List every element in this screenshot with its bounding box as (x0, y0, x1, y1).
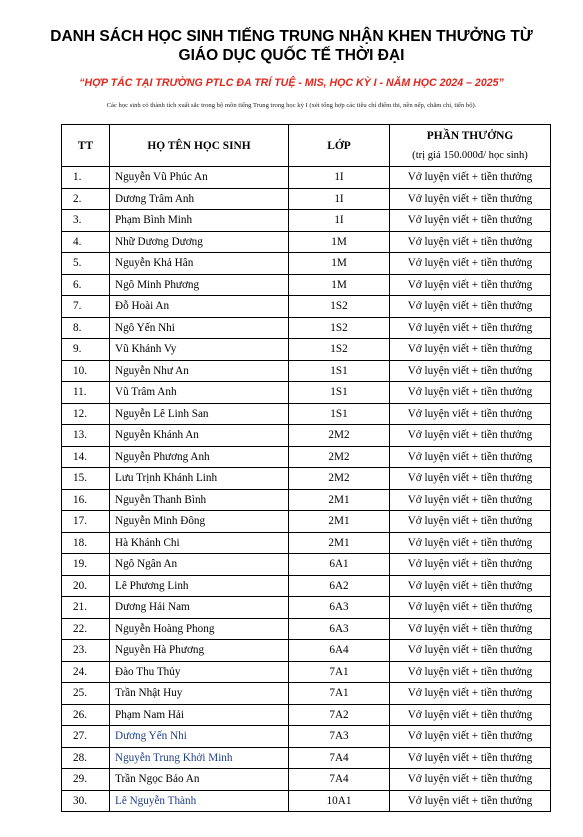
student-award: Vở luyện viết + tiền thưởng (390, 726, 551, 748)
student-award: Vở luyện viết + tiền thưởng (390, 167, 551, 189)
table-row (62, 425, 551, 447)
table-row (62, 511, 551, 533)
student-award: Vở luyện viết + tiền thưởng (390, 210, 551, 232)
student-class: 2M1 (289, 532, 390, 554)
student-class: 1S2 (289, 317, 390, 339)
row-number: 12. (62, 403, 110, 425)
row-number: 21. (62, 597, 110, 619)
header-award-title: PHẦN THƯỞNG (426, 129, 514, 142)
student-class: 1S2 (289, 339, 390, 361)
table-row (62, 317, 551, 339)
student-name: Nguyễn Hà Phương (110, 640, 289, 662)
table-row (62, 618, 551, 640)
student-class: 1S1 (289, 360, 390, 382)
table-row (62, 296, 551, 318)
student-class: 1I (289, 167, 390, 189)
row-number: 1. (62, 167, 110, 189)
table-row (62, 640, 551, 662)
student-class: 1S2 (289, 296, 390, 318)
student-class: 1S1 (289, 403, 390, 425)
table-row (62, 704, 551, 726)
student-name: Đỗ Hoài An (110, 296, 289, 318)
row-number: 24. (62, 661, 110, 683)
table-row (62, 575, 551, 597)
table-row (62, 188, 551, 210)
row-number: 17. (62, 511, 110, 533)
student-class: 6A4 (289, 640, 390, 662)
student-name: Dương Yến Nhi (110, 726, 289, 748)
student-class: 2M2 (289, 446, 390, 468)
table-row (62, 210, 551, 232)
student-award: Vở luyện viết + tiền thưởng (390, 683, 551, 705)
student-class: 2M2 (289, 425, 390, 447)
student-class: 7A1 (289, 661, 390, 683)
student-award: Vở luyện viết + tiền thưởng (390, 747, 551, 769)
student-award: Vở luyện viết + tiền thưởng (390, 489, 551, 511)
student-award: Vở luyện viết + tiền thưởng (390, 468, 551, 490)
student-name: Lưu Trịnh Khánh Linh (110, 468, 289, 490)
row-number: 10. (62, 360, 110, 382)
student-name: Nguyễn Như An (110, 360, 289, 382)
row-number: 28. (62, 747, 110, 769)
document-note: Các học sinh có thành tích xuất sắc trong bộ môn tiếng Trung trong học kỳ I (xét tổng hợp các tiêu chí điểm thi, nền nếp, chăm chỉ, tiến bộ). (106, 102, 477, 109)
student-class: 6A2 (289, 575, 390, 597)
student-name: Nguyễn Hoàng Phong (110, 618, 289, 640)
table-row (62, 683, 551, 705)
student-award: Vở luyện viết + tiền thưởng (390, 403, 551, 425)
student-name: Nguyễn Vũ Phúc An (110, 167, 289, 189)
student-class: 7A4 (289, 747, 390, 769)
awards-table (61, 124, 551, 812)
table-row (62, 403, 551, 425)
table-row (62, 360, 551, 382)
student-award: Vở luyện viết + tiền thưởng (390, 188, 551, 210)
row-number: 7. (62, 296, 110, 318)
document-title-line1: DANH SÁCH HỌC SINH TIẾNG TRUNG NHẬN KHEN THƯỞNG TỪ (50, 28, 533, 45)
student-name: Nguyễn Minh Đông (110, 511, 289, 533)
table-row (62, 231, 551, 253)
row-number: 16. (62, 489, 110, 511)
row-number: 18. (62, 532, 110, 554)
row-number: 22. (62, 618, 110, 640)
document-subtitle: “HỢP TÁC TẠI TRƯỜNG PTLC ĐA TRÍ TUỆ - MIS, HỌC KỲ I - NĂM HỌC 2024 – 2025” (79, 77, 504, 89)
student-award: Vở luyện viết + tiền thưởng (390, 769, 551, 791)
student-name: Nhữ Dương Dương (110, 231, 289, 253)
row-number: 25. (62, 683, 110, 705)
student-name: Vũ Trâm Anh (110, 382, 289, 404)
student-award: Vở luyện viết + tiền thưởng (390, 296, 551, 318)
student-name: Trần Nhật Huy (110, 683, 289, 705)
table-row (62, 532, 551, 554)
student-award: Vở luyện viết + tiền thưởng (390, 597, 551, 619)
table-row (62, 747, 551, 769)
table-row (62, 253, 551, 275)
row-number: 2. (62, 188, 110, 210)
student-name: Phạm Nam Hải (110, 704, 289, 726)
table-row (62, 661, 551, 683)
student-name: Lê Nguyễn Thành (110, 790, 289, 812)
header-name: HỌ TÊN HỌC SINH (110, 125, 289, 167)
student-award: Vở luyện viết + tiền thưởng (390, 360, 551, 382)
student-award: Vở luyện viết + tiền thưởng (390, 704, 551, 726)
header-tt: TT (62, 125, 110, 167)
table-row (62, 382, 551, 404)
student-class: 1I (289, 210, 390, 232)
student-name: Đào Thu Thủy (110, 661, 289, 683)
table-row (62, 489, 551, 511)
student-class: 6A1 (289, 554, 390, 576)
student-class: 10A1 (289, 790, 390, 812)
student-class: 7A3 (289, 726, 390, 748)
table-header-row (62, 125, 551, 167)
student-award: Vở luyện viết + tiền thưởng (390, 446, 551, 468)
row-number: 27. (62, 726, 110, 748)
table-row (62, 468, 551, 490)
student-class: 1M (289, 274, 390, 296)
row-number: 15. (62, 468, 110, 490)
student-name: Nguyễn Phương Anh (110, 446, 289, 468)
student-class: 7A4 (289, 769, 390, 791)
student-award: Vở luyện viết + tiền thưởng (390, 339, 551, 361)
student-name: Dương Trâm Anh (110, 188, 289, 210)
student-name: Vũ Khánh Vy (110, 339, 289, 361)
student-name: Nguyễn Lê Linh San (110, 403, 289, 425)
table-row (62, 554, 551, 576)
student-award: Vở luyện viết + tiền thưởng (390, 661, 551, 683)
student-name: Ngô Ngân An (110, 554, 289, 576)
row-number: 8. (62, 317, 110, 339)
row-number: 13. (62, 425, 110, 447)
student-name: Ngô Yến Nhi (110, 317, 289, 339)
row-number: 19. (62, 554, 110, 576)
table-row (62, 597, 551, 619)
table-row (62, 167, 551, 189)
student-name: Dương Hải Nam (110, 597, 289, 619)
student-name: Hà Khánh Chi (110, 532, 289, 554)
student-award: Vở luyện viết + tiền thưởng (390, 425, 551, 447)
header-award (390, 125, 551, 167)
student-award: Vở luyện viết + tiền thưởng (390, 554, 551, 576)
student-name: Trần Ngọc Bảo An (110, 769, 289, 791)
student-class: 1I (289, 188, 390, 210)
row-number: 30. (62, 790, 110, 812)
student-award: Vở luyện viết + tiền thưởng (390, 790, 551, 812)
student-award: Vở luyện viết + tiền thưởng (390, 317, 551, 339)
student-name: Nguyễn Khả Hân (110, 253, 289, 275)
student-award: Vở luyện viết + tiền thưởng (390, 231, 551, 253)
student-class: 6A3 (289, 597, 390, 619)
row-number: 4. (62, 231, 110, 253)
student-class: 2M2 (289, 468, 390, 490)
student-award: Vở luyện viết + tiền thưởng (390, 640, 551, 662)
table-row (62, 726, 551, 748)
table-row (62, 274, 551, 296)
student-award: Vở luyện viết + tiền thưởng (390, 511, 551, 533)
student-class: 2M1 (289, 511, 390, 533)
header-award-subtitle: (trị giá 150.000đ/ học sinh) (412, 149, 528, 161)
student-award: Vở luyện viết + tiền thưởng (390, 382, 551, 404)
row-number: 14. (62, 446, 110, 468)
student-award: Vở luyện viết + tiền thưởng (390, 253, 551, 275)
table-row (62, 790, 551, 812)
row-number: 29. (62, 769, 110, 791)
student-class: 6A3 (289, 618, 390, 640)
student-class: 7A2 (289, 704, 390, 726)
table-row (62, 339, 551, 361)
row-number: 23. (62, 640, 110, 662)
row-number: 3. (62, 210, 110, 232)
student-award: Vở luyện viết + tiền thưởng (390, 575, 551, 597)
row-number: 20. (62, 575, 110, 597)
student-class: 1S1 (289, 382, 390, 404)
table-row (62, 769, 551, 791)
row-number: 9. (62, 339, 110, 361)
student-award: Vở luyện viết + tiền thưởng (390, 532, 551, 554)
student-name: Nguyễn Thanh Bình (110, 489, 289, 511)
row-number: 6. (62, 274, 110, 296)
student-class: 1M (289, 231, 390, 253)
student-name: Phạm Bình Minh (110, 210, 289, 232)
student-class: 7A1 (289, 683, 390, 705)
student-name: Nguyễn Trung Khởi Minh (110, 747, 289, 769)
row-number: 26. (62, 704, 110, 726)
table-body (62, 167, 551, 812)
row-number: 11. (62, 382, 110, 404)
table-row (62, 446, 551, 468)
header-class: LỚP (289, 125, 390, 167)
student-name: Lê Phương Linh (110, 575, 289, 597)
document-title-line2: GIÁO DỤC QUỐC TẾ THỜI ĐẠI (178, 47, 405, 64)
student-award: Vở luyện viết + tiền thưởng (390, 274, 551, 296)
student-class: 2M1 (289, 489, 390, 511)
row-number: 5. (62, 253, 110, 275)
student-award: Vở luyện viết + tiền thưởng (390, 618, 551, 640)
student-name: Nguyễn Khánh An (110, 425, 289, 447)
student-class: 1M (289, 253, 390, 275)
student-name: Ngô Minh Phương (110, 274, 289, 296)
